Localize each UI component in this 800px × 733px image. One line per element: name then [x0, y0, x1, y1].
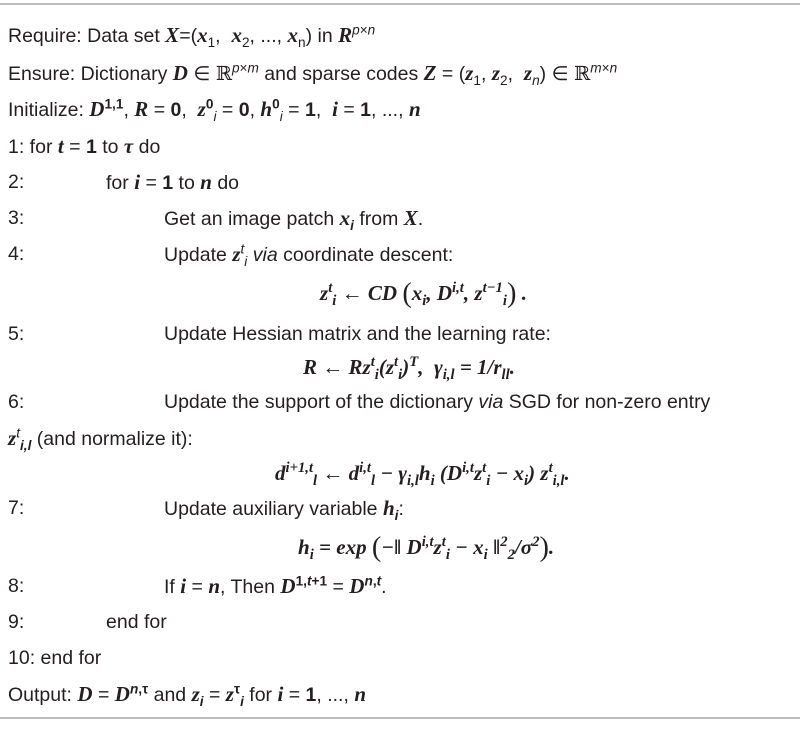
step-1: 1: for t = 1 to τ do	[8, 134, 161, 158]
step-3-text: Get an image patch	[164, 208, 340, 230]
step-6-via: via	[478, 391, 504, 413]
step-8-if: If	[164, 576, 181, 598]
step-6-number: 6:	[8, 391, 25, 413]
step-4: Update $z^t_i$ via coordinate descent:	[164, 241, 454, 269]
output-line: Output: $D = D^{n,\tau}$ and $z_i = z^\tau_i$ for i = 1, ..., n	[8, 681, 367, 709]
require-in: in	[312, 25, 339, 47]
initialize-label: Initialize:	[8, 99, 90, 121]
step-7: Update auxiliary variable $h_i$:	[164, 496, 404, 523]
step-5-number: 5:	[8, 323, 25, 345]
step-7-number: 7:	[8, 497, 25, 519]
step-2-for: for	[106, 172, 135, 194]
step-3-number: 3:	[8, 207, 25, 229]
step-7-equation: $h_i = \exp$ (−‖ $D^{i,t}z^t_i - x_i$ $‖^2_2/\sigma^2$).	[298, 532, 555, 564]
step-1-for: 1: for	[8, 136, 58, 158]
step-1-do: do	[133, 136, 161, 158]
step-3: Get an image patch $x_i$ from X.	[164, 206, 424, 233]
step-7-text: Update auxiliary variable	[164, 498, 383, 520]
step-8-then: , Then	[220, 576, 281, 598]
step-6-continued: $z^t_{i,l}$ (and normalize it):	[8, 425, 193, 453]
require-line: Require: Data set $X=(x_1$, $x_2$, ..., $x_n$) in $R^{p\times n}$	[8, 22, 376, 50]
step-8-number: 8:	[8, 575, 25, 597]
step-4-via: via	[252, 244, 278, 266]
require-label: Require: Data set	[8, 25, 166, 47]
step-4-rest: coordinate descent:	[277, 244, 454, 266]
step-5: Update Hessian matrix and the learning rate:	[164, 323, 551, 345]
step-1-to: to	[96, 136, 124, 158]
step-4-number: 4:	[8, 243, 25, 265]
output-for: for	[243, 684, 278, 706]
step-4-update: Update	[164, 244, 233, 266]
ensure-and: and sparse codes	[258, 63, 424, 85]
step-2: for i = 1 to n do	[106, 170, 240, 194]
initialize-line: Initialize: D$^{1,1}$, R = 0, $z^0_i = 0$, $h^0_i = 1$, i = 1, ..., n	[8, 96, 421, 124]
step-6-equation: $d^{i+1,t}_l$ ← $d^{i,t}_l - \gamma_{i,l}h_i$ $(D^{i,t}z^t_i - x_i)$ $z^t_{i,l}$.	[275, 460, 570, 490]
step-2-number: 2:	[8, 171, 25, 193]
output-label: Output:	[8, 684, 78, 706]
ensure-line: Ensure: Dictionary D ∈ ℝ$^{p\times m}$ and sparse codes $Z = (z_1$, $z_2$, $z_n$) ∈ ℝ$^{m\times n}$	[8, 60, 618, 88]
step-9-number: 9:	[8, 611, 25, 633]
step-6	[164, 390, 710, 414]
step-3-from: from	[353, 208, 404, 230]
step-10: 10: end for	[8, 647, 102, 669]
step-8: If i = n, Then $D^{1,t+1} = D^{n,t}$.	[164, 573, 387, 598]
top-rule	[0, 3, 800, 5]
require-math: X	[165, 23, 180, 47]
output-and: and	[148, 684, 192, 706]
step-6-continued-text: (and normalize it):	[31, 428, 193, 450]
step-9: end for	[106, 611, 167, 633]
step-2-to: to	[173, 172, 201, 194]
step-2-do: do	[211, 172, 240, 194]
ensure-label: Ensure: Dictionary	[8, 63, 173, 85]
step-6-text2: SGD for non-zero entry	[503, 391, 711, 413]
step-4-equation: $z^t_i$ ← CD ($x_i$, D$^{i,t}$, $z^{t-1}_i$) .	[320, 278, 527, 310]
step-6-text1: Update the support of the dictionary	[164, 391, 479, 413]
bottom-rule	[0, 717, 800, 719]
step-5-equation: R ← $Rz^t_i(z^t_i)^T$, $\gamma_{i,l} = 1/r_{ll}$.	[303, 354, 515, 384]
